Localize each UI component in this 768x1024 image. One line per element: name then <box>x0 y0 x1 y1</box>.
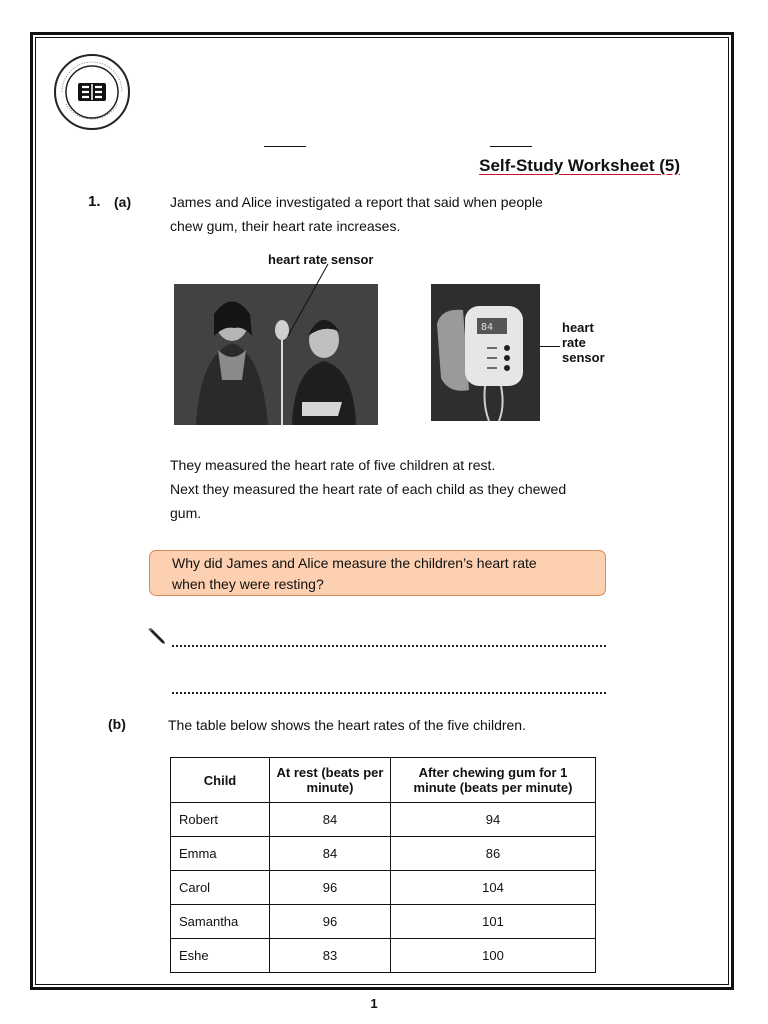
gum-value: 101 <box>391 905 596 939</box>
answer-line-2[interactable] <box>172 692 606 694</box>
intro-line: chew gum, their heart rate increases. <box>170 218 401 234</box>
sensor-photo <box>431 284 540 421</box>
part-b-label: (b) <box>108 716 126 732</box>
child-name: Carol <box>171 871 270 905</box>
intro-line: James and Alice investigated a report that said when people <box>170 194 543 210</box>
rest-value: 96 <box>270 871 391 905</box>
gum-value: 104 <box>391 871 596 905</box>
rest-value: 96 <box>270 905 391 939</box>
question-line: when they were resting? <box>172 576 324 592</box>
header-at-rest: At rest (beats per minute) <box>270 758 391 803</box>
table-row <box>171 837 596 871</box>
worksheet-title: Self-Study Worksheet (5) <box>479 156 680 175</box>
child-name: Eshe <box>171 939 270 973</box>
photo2-label <box>562 320 605 365</box>
question-number: 1. <box>88 193 101 210</box>
svg-text:84: 84 <box>481 322 494 333</box>
part-a-label: (a) <box>114 194 132 210</box>
child-name: Samantha <box>171 905 270 939</box>
photo2-label-line: heart <box>562 320 594 335</box>
photo2-label-line: rate <box>562 335 586 350</box>
method-line: They measured the heart rate of five children at rest. <box>170 457 496 473</box>
blank-line-1 <box>264 146 306 147</box>
sensor-label-line <box>540 346 560 347</box>
rest-value: 84 <box>270 803 391 837</box>
rest-value: 83 <box>270 939 391 973</box>
table-row <box>171 803 596 837</box>
table-row <box>171 905 596 939</box>
header-child: Child <box>171 758 270 803</box>
table-row <box>171 871 596 905</box>
page-number: 1 <box>370 996 378 1011</box>
sensor-pointer-line <box>280 262 340 340</box>
header-after-gum: After chewing gum for 1 minute (beats per minute) <box>391 758 596 803</box>
gum-value: 100 <box>391 939 596 973</box>
heart-rate-table <box>170 757 596 973</box>
gum-value: 94 <box>391 803 596 837</box>
photo2-label-line: sensor <box>562 350 605 365</box>
method-line: gum. <box>170 505 202 521</box>
blank-line-2 <box>490 146 532 147</box>
rest-value: 84 <box>270 837 391 871</box>
table-header-row <box>171 758 596 803</box>
table-row <box>171 939 596 973</box>
method-paragraph <box>170 453 610 525</box>
question-prompt-box <box>149 550 606 596</box>
pencil-icon <box>146 626 168 653</box>
child-name: Robert <box>171 803 270 837</box>
gum-value: 86 <box>391 837 596 871</box>
method-line: Next they measured the heart rate of each child as they chewed <box>170 481 567 497</box>
intro-paragraph <box>170 190 610 238</box>
part-b-text: The table below shows the heart rates of the five children. <box>168 717 526 733</box>
school-logo <box>52 52 132 132</box>
answer-line-1[interactable] <box>172 645 606 647</box>
child-name: Emma <box>171 837 270 871</box>
children-photo <box>174 284 378 425</box>
question-line: Why did James and Alice measure the children’s heart rate <box>172 555 537 571</box>
photo1-label: heart rate sensor <box>268 252 374 267</box>
